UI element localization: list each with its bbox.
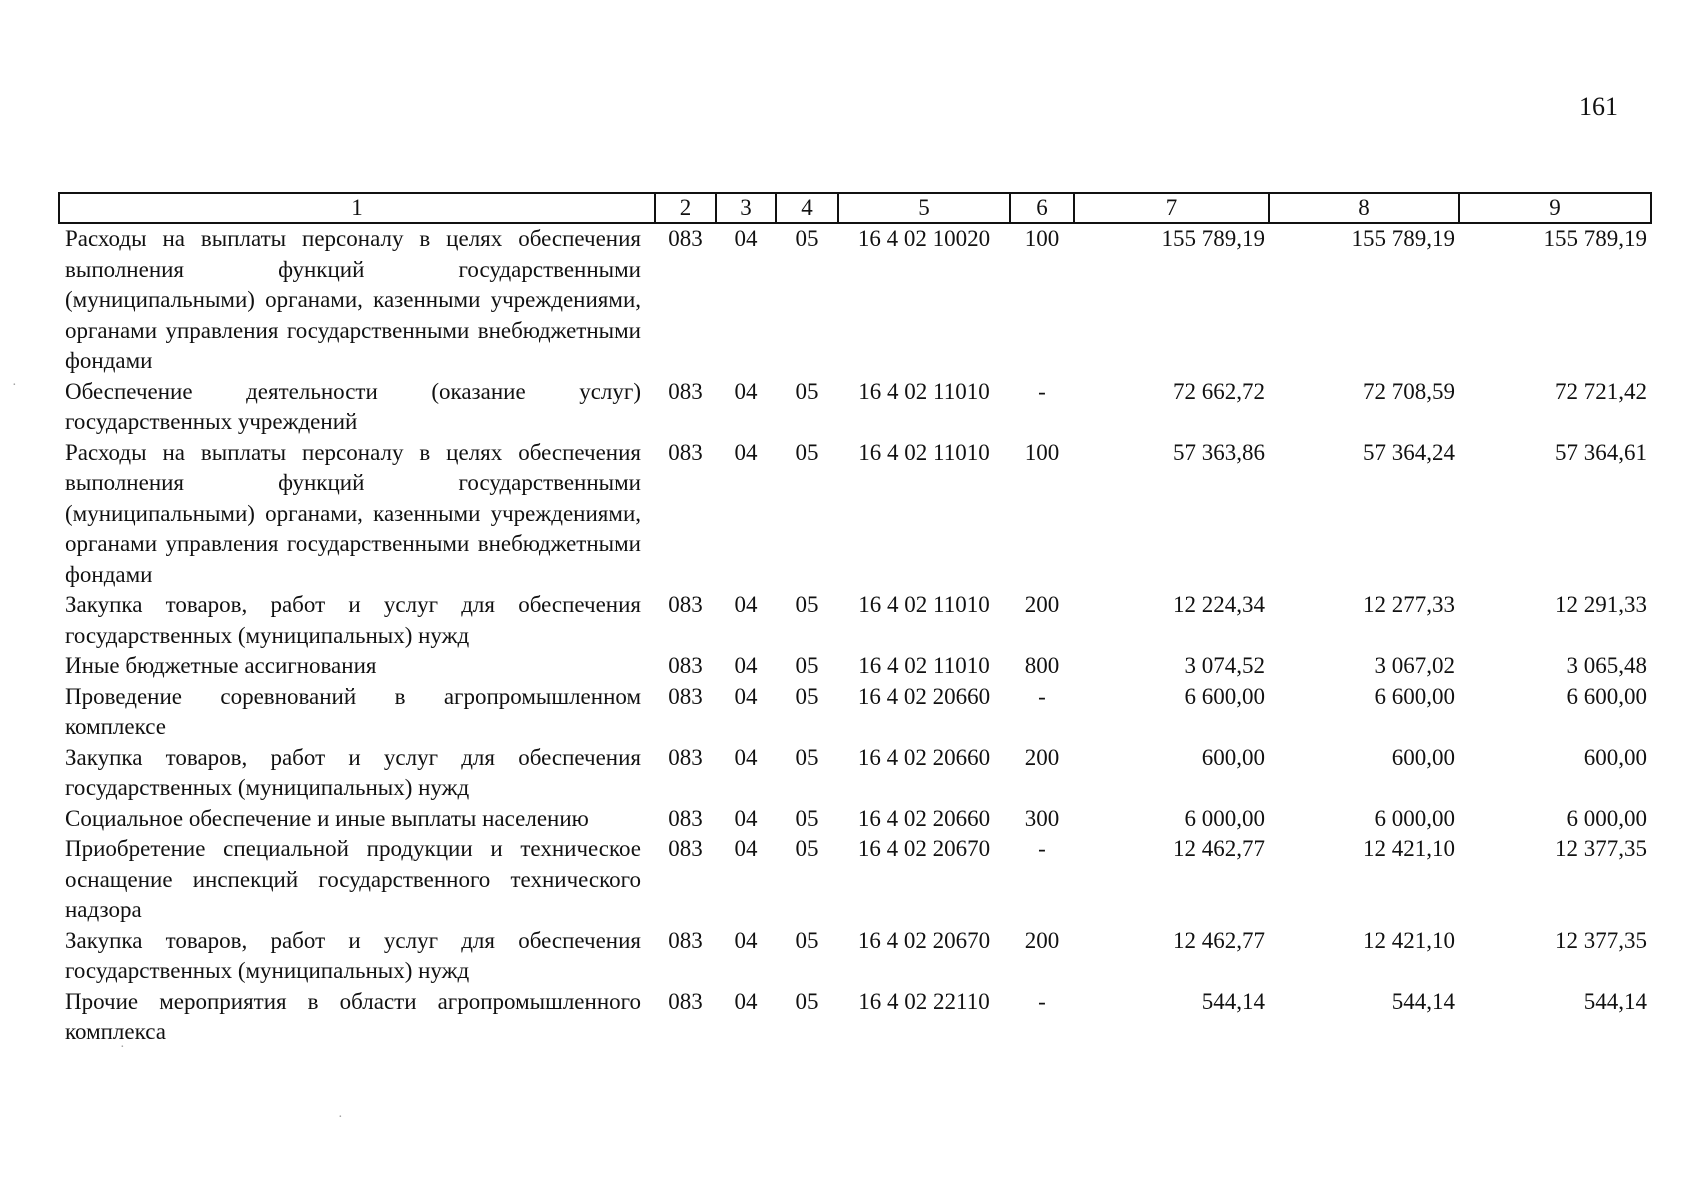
amount-col-7: 6 000,00	[1184, 805, 1265, 831]
amount-col-9: 12 291,33	[1555, 592, 1647, 617]
ministry-code: 083	[668, 226, 703, 251]
table-row	[59, 804, 1651, 835]
table-row	[59, 743, 1651, 804]
column-number: 9	[1459, 193, 1651, 223]
table-row	[59, 834, 1651, 926]
expense-type-code: 300	[1024, 805, 1060, 831]
amount-col-9: 6 600,00	[1566, 683, 1647, 709]
amount-col-8: 12 277,33	[1363, 592, 1455, 617]
section-code: 04	[734, 927, 758, 953]
amount-col-8: 600,00	[1391, 744, 1455, 770]
table-row	[59, 377, 1651, 438]
amount-col-7: 57 363,86	[1173, 439, 1265, 465]
target-article-code: 16 4 02 11010	[858, 592, 990, 617]
column-number: 8	[1269, 193, 1459, 223]
scan-speck: ·	[338, 1110, 343, 1125]
subsection-code: 05	[795, 378, 819, 404]
amount-col-9: 155 789,19	[1543, 226, 1647, 251]
scan-speck: ·	[120, 1040, 125, 1055]
budget-table	[58, 192, 1652, 1048]
table-row	[59, 987, 1651, 1048]
column-number: 5	[838, 193, 1010, 223]
amount-col-9: 12 377,35	[1555, 927, 1647, 953]
expense-type-code: -	[1038, 988, 1046, 1014]
ministry-code: 083	[668, 653, 703, 678]
expense-name: Расходы на выплаты персоналу в целях обеспечения выполнения функций государственными (муниципальными) органами, казенными учреждениями, органами управления государственными внебюджетными фондами	[65, 439, 641, 587]
amount-col-9: 600,00	[1583, 744, 1647, 770]
ministry-code: 083	[668, 744, 703, 770]
expense-name: Приобретение специальной продукции и техническое оснащение инспекций государственного технического надзора	[65, 836, 641, 922]
table-body	[59, 223, 1651, 1048]
table-row	[59, 223, 1651, 377]
target-article-code: 16 4 02 11010	[858, 653, 990, 678]
amount-col-9: 72 721,42	[1555, 378, 1647, 404]
column-number: 4	[776, 193, 838, 223]
amount-col-9: 12 377,35	[1555, 836, 1647, 861]
table-row	[59, 682, 1651, 743]
section-code: 04	[734, 378, 758, 404]
column-number: 6	[1010, 193, 1074, 223]
expense-name: Проведение соревнований в агропромышленном комплексе	[65, 683, 641, 739]
section-code: 04	[734, 439, 758, 465]
expense-name: Закупка товаров, работ и услуг для обеспечения государственных (муниципальных) нужд	[65, 744, 641, 800]
expense-type-code: 200	[1024, 744, 1060, 770]
amount-col-8: 544,14	[1391, 988, 1455, 1014]
amount-col-7: 12 462,77	[1173, 836, 1265, 861]
section-code: 04	[734, 805, 758, 831]
amount-col-9: 57 364,61	[1555, 439, 1647, 465]
ministry-code: 083	[668, 592, 703, 617]
amount-col-8: 6 600,00	[1374, 683, 1455, 709]
expense-name: Иные бюджетные ассигнования	[65, 653, 377, 678]
column-number: 3	[716, 193, 776, 223]
subsection-code: 05	[795, 592, 819, 617]
subsection-code: 05	[795, 836, 819, 861]
amount-col-7: 544,14	[1201, 988, 1265, 1014]
amount-col-8: 72 708,59	[1363, 378, 1455, 404]
amount-col-8: 3 067,02	[1374, 653, 1455, 678]
subsection-code: 05	[795, 744, 819, 770]
target-article-code: 16 4 02 20660	[857, 744, 991, 770]
subsection-code: 05	[795, 653, 819, 678]
expense-name: Социальное обеспечение и иные выплаты населению	[65, 805, 589, 831]
subsection-code: 05	[795, 927, 819, 953]
amount-col-7: 12 462,77	[1173, 927, 1265, 953]
column-number: 7	[1074, 193, 1269, 223]
scan-speck: ·	[12, 378, 17, 393]
expense-type-code: -	[1038, 683, 1046, 709]
table-row	[59, 438, 1651, 591]
column-number: 1	[59, 193, 655, 223]
target-article-code: 16 4 02 20670	[857, 836, 991, 861]
ministry-code: 083	[668, 683, 703, 709]
target-article-code: 16 4 02 11010	[858, 439, 990, 465]
ministry-code: 083	[668, 378, 703, 404]
section-code: 04	[734, 836, 758, 861]
subsection-code: 05	[795, 683, 819, 709]
amount-col-9: 544,14	[1583, 988, 1647, 1014]
expense-type-code: 200	[1024, 592, 1060, 617]
subsection-code: 05	[795, 439, 819, 465]
target-article-code: 16 4 02 20670	[857, 927, 991, 953]
expense-type-code: 100	[1024, 226, 1060, 251]
target-article-code: 16 4 02 11010	[858, 378, 990, 404]
ministry-code: 083	[668, 988, 703, 1014]
amount-col-9: 6 000,00	[1566, 805, 1647, 831]
expense-type-code: -	[1038, 378, 1046, 404]
ministry-code: 083	[668, 805, 703, 831]
expense-name: Прочие мероприятия в области агропромышленного комплекса	[65, 988, 641, 1044]
expense-name: Расходы на выплаты персоналу в целях обеспечения выполнения функций государственными (муниципальными) органами, казенными учреждениями, органами управления государственными внебюджетными фондами	[65, 226, 641, 373]
target-article-code: 16 4 02 20660	[857, 805, 991, 831]
expense-type-code: 800	[1024, 653, 1060, 678]
subsection-code: 05	[795, 988, 819, 1014]
section-code: 04	[734, 653, 758, 678]
column-number: 2	[655, 193, 716, 223]
subsection-code: 05	[795, 226, 819, 251]
ministry-code: 083	[668, 836, 703, 861]
amount-col-7: 155 789,19	[1161, 226, 1265, 251]
amount-col-8: 12 421,10	[1363, 927, 1455, 953]
section-code: 04	[734, 683, 758, 709]
amount-col-8: 57 364,24	[1363, 439, 1455, 465]
table-row	[59, 926, 1651, 987]
section-code: 04	[734, 226, 758, 251]
expense-name: Закупка товаров, работ и услуг для обеспечения государственных (муниципальных) нужд	[65, 592, 641, 648]
column-number-row	[59, 193, 1651, 223]
section-code: 04	[734, 988, 758, 1014]
target-article-code: 16 4 02 22110	[858, 988, 990, 1014]
amount-col-7: 3 074,52	[1184, 653, 1265, 678]
expense-name: Обеспечение деятельности (оказание услуг) государственных учреждений	[65, 378, 641, 434]
section-code: 04	[734, 592, 758, 617]
amount-col-8: 6 000,00	[1374, 805, 1455, 831]
amount-col-7: 72 662,72	[1173, 378, 1265, 404]
expense-type-code: 200	[1024, 927, 1060, 953]
subsection-code: 05	[795, 805, 819, 831]
amount-col-8: 155 789,19	[1351, 226, 1455, 251]
expense-name: Закупка товаров, работ и услуг для обеспечения государственных (муниципальных) нужд	[65, 927, 641, 983]
amount-col-7: 600,00	[1201, 744, 1265, 770]
table-row	[59, 590, 1651, 651]
amount-col-7: 6 600,00	[1184, 683, 1265, 709]
amount-col-8: 12 421,10	[1363, 836, 1455, 861]
amount-col-7: 12 224,34	[1173, 592, 1265, 617]
target-article-code: 16 4 02 10020	[857, 226, 991, 251]
expense-type-code: -	[1038, 836, 1046, 861]
target-article-code: 16 4 02 20660	[857, 683, 991, 709]
section-code: 04	[734, 744, 758, 770]
table-row	[59, 651, 1651, 682]
amount-col-9: 3 065,48	[1566, 653, 1647, 678]
page-number: 161	[1579, 92, 1618, 121]
expense-type-code: 100	[1024, 439, 1060, 465]
ministry-code: 083	[668, 927, 703, 953]
ministry-code: 083	[668, 439, 703, 465]
